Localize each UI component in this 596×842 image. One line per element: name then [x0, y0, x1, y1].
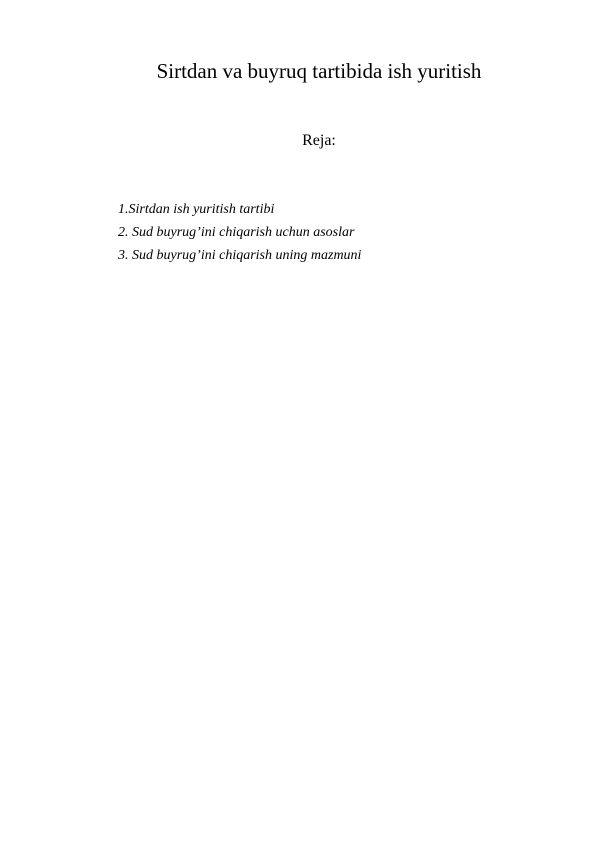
document-title: Sirtdan va buyruq tartibida ish yuritish	[156, 59, 482, 83]
plan-item-2: 2. Sud buyrug’ini chiqarish uchun asoslar	[118, 225, 355, 240]
plan-item-1: 1.Sirtdan ish yuritish tartibi	[118, 202, 275, 217]
plan-list	[118, 198, 361, 267]
plan-item-3: 3. Sud buyrug’ini chiqarish uning mazmuni	[118, 248, 362, 263]
plan-heading: Reja:	[302, 132, 336, 149]
